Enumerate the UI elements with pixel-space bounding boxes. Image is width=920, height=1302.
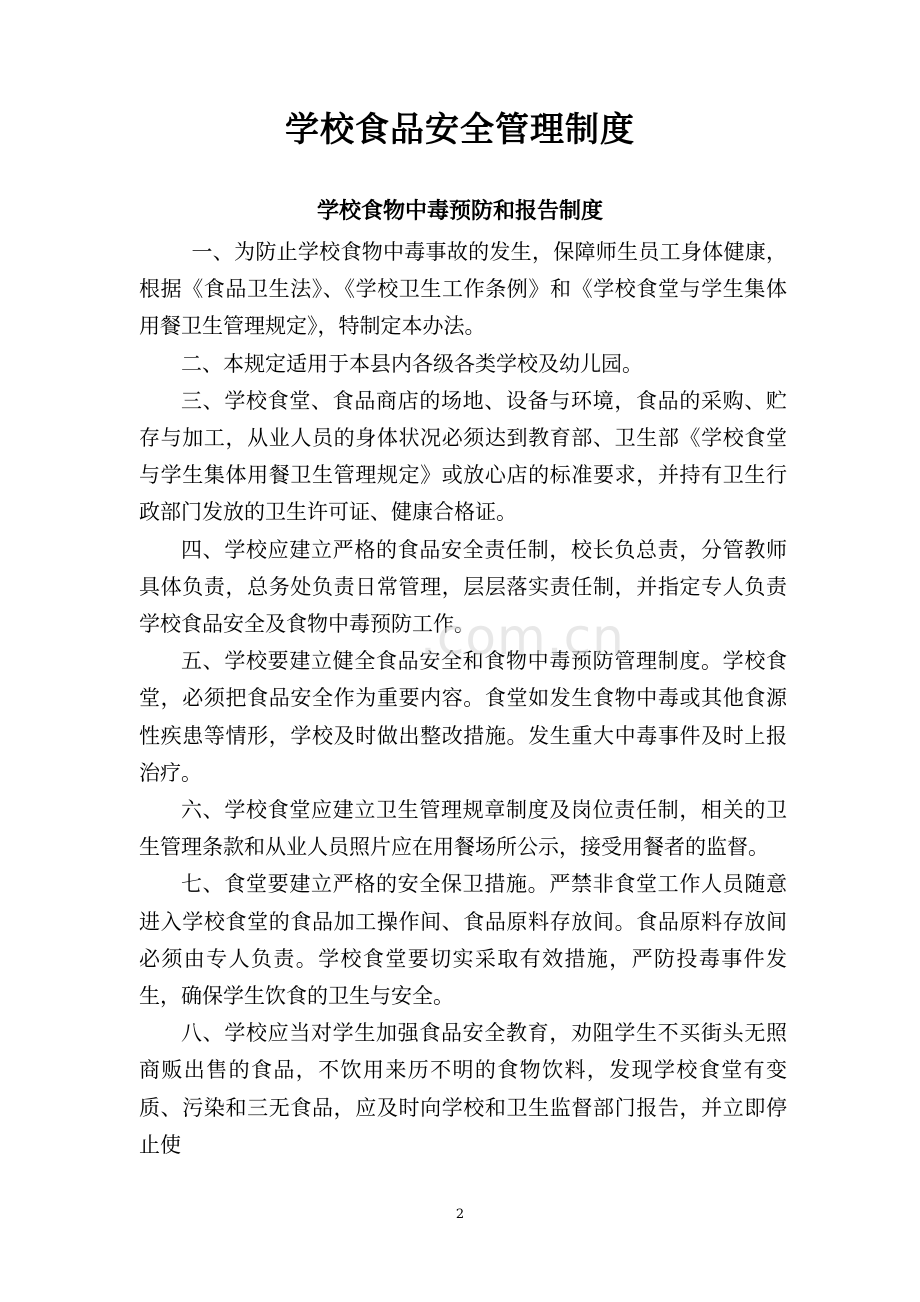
page-number: 2 bbox=[455, 1207, 465, 1222]
watermark: .com.cn bbox=[420, 608, 625, 666]
paragraph-6: 六、学校食堂应建立卫生管理规章制度及岗位责任制，相关的卫生管理条款和从业人员照片应在用餐场所公示，接受用餐者的监督。 bbox=[139, 798, 787, 860]
paragraph-5: 五、学校要建立健全食品安全和食物中毒预防管理制度。学校食堂，必须把食品安全作为重要内容。食堂如发生食物中毒或其他食源性疾患等情形，学校及时做出整改措施。发生重大中毒事件及时上报治疗。 bbox=[139, 649, 787, 785]
paragraph-7: 七、食堂要建立严格的安全保卫措施。严禁非食堂工作人员随意进入学校食堂的食品加工操作间、食品原料存放间。食品原料存放间必须由专人负责。学校食堂要切实采取有效措施，严防投毒事件发生，确保学生饮食的卫生与安全。 bbox=[139, 872, 787, 1009]
paragraph-3: 三、学校食堂、食品商店的场地、设备与环境，食品的采购、贮存与加工，从业人员的身体状况必须达到教育部、卫生部《学校食堂与学生集体用餐卫生管理规定》或放心店的标准要求，并持有卫生行政部门发放的卫生许可证、健康合格证。 bbox=[139, 388, 787, 525]
document-title: 学校食品安全管理制度 bbox=[285, 110, 635, 150]
section-subtitle: 学校食物中毒预防和报告制度 bbox=[316, 199, 603, 224]
paragraph-1: 一、为防止学校食物中毒事故的发生，保障师生员工身体健康，根据《食品卫生法》、《学校卫生工作条例》和《学校食堂与学生集体用餐卫生管理规定》，特制定本办法。 bbox=[139, 240, 787, 339]
body-text bbox=[139, 234, 787, 1164]
paragraph-2: 二、本规定适用于本县内各级各类学校及幼儿园。 bbox=[181, 351, 643, 376]
paragraph-4: 四、学校应建立严格的食品安全责任制，校长负总责，分管教师具体负责，总务处负责日常管理，层层落实责任制，并指定专人负责学校食品安全及食物中毒预防工作。 bbox=[139, 537, 787, 637]
paragraph-8: 八、学校应当对学生加强食品安全教育，劝阻学生不买街头无照商贩出售的食品，不饮用来历不明的食物饮料，发现学校食堂有变质、污染和三无食品，应及时向学校和卫生监督部门报告，并立即停止使 bbox=[139, 1021, 787, 1157]
